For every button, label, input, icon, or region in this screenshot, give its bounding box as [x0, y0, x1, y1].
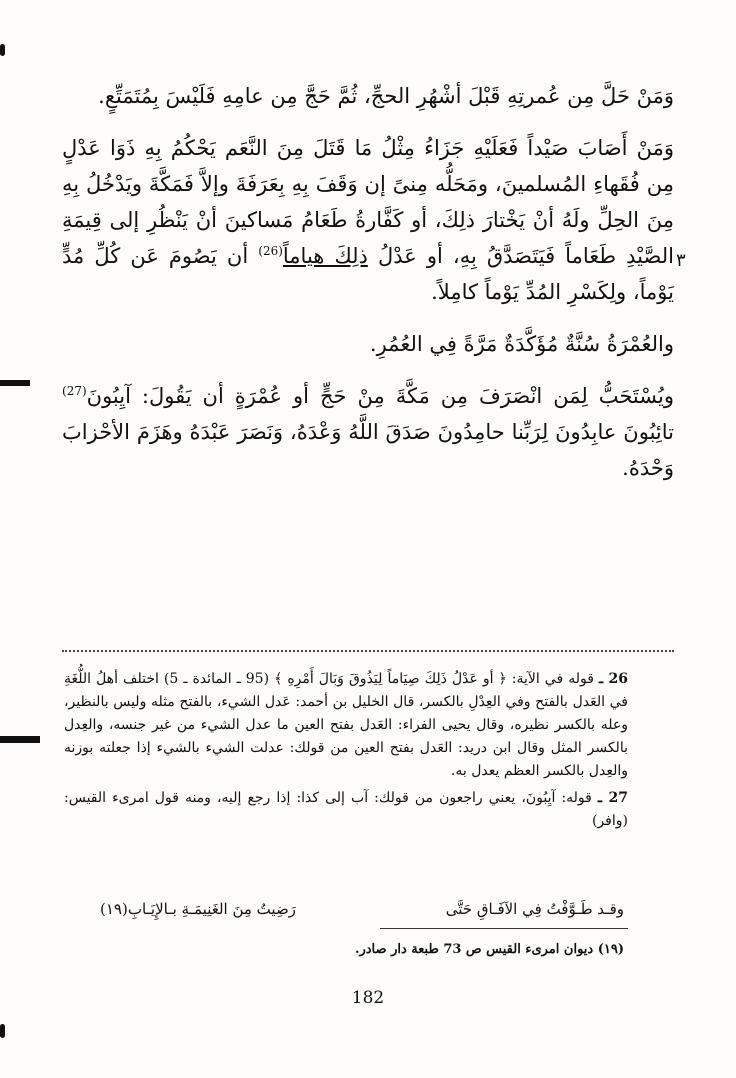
paragraph-2	[62, 130, 674, 310]
main-text	[62, 78, 674, 486]
paragraph-1-text: وَمَنْ حَلَّ مِن عُمرتِهِ قَبْلَ أشْهُرِ الحجِّ، ثُمَّ حَجَّ مِن عامِهِ فَلَيْسَ بِمُتَمَتِّعٍ.	[98, 84, 674, 108]
page-number: 182	[351, 988, 385, 1008]
note-26	[64, 668, 628, 783]
paragraph-2-text-b: أن يَصُومَ عَن كُلِّ مُدٍّ يَوْماً، ولِكَسْرِ المُدِّ يَوْماً كامِلاً.	[62, 244, 674, 304]
scan-mark-lower	[0, 736, 40, 743]
verse-second-hemistich: رَضِيتُ مِنَ الغَنِيمَـةِ بـالإِيَـابِ(١٩)	[100, 900, 296, 918]
note-27	[64, 787, 628, 833]
underlined-phrase: ذلِكَ هياماً	[282, 244, 368, 268]
scan-mark-top	[0, 44, 5, 56]
footnote-rule	[380, 928, 628, 929]
margin-annotation: ٣	[676, 250, 686, 271]
scan-mark-bottom	[0, 1024, 5, 1038]
footnote-19: (١٩) ديوان امرىء القيس ص 73 طبعة دار صادر.	[354, 942, 624, 957]
note-27-text: قوله: آيِبُونَ، يعني راجعون من قولك: آب إلى كذا: إذا رجع إليه، ومنه قول امرىء القيس: (وافر)	[64, 790, 628, 829]
note-27-number: 27 ـ	[597, 790, 628, 806]
paragraph-4-text-b: تائِبُونَ عابِدُونَ لِرَبِّنا حامِدُونَ صَدَقَ اللَّهُ وَعْدَهُ، وَنَصَرَ عَبْدَهُ وهَزَمَ الأحْزابَ وَحْدَهُ.	[62, 420, 674, 480]
note-26-text: قوله في الآية: ﴿ أو عَدْلُ ذَلِكَ صِيَاماً لِيَذُوقَ وَبَالَ أَمْرِهِ ﴾ (95 ـ المائدة ـ 5) اختلف أهلُ اللُّغَةِ في العَدل بالفتح وفي العِدْلِ بالكسر، قال الخليل بن أحمد: عَدل الشيء، بالفتح مثله وليس بالنظير، وعله بالكسر نظيره، وقال يحيى الفراء: العَدل بفتح العين ما عدل الشيء من غير جنسه، والعِدل بالكسر المثل وقال ابن دريد: العَدل بفتح العين من قولك: عدلت الشيء بالشيء إذا جعلته بوزنه والعِدل بالكسر العظم يعدل به.	[64, 671, 628, 779]
paragraph-3-text: والعُمْرَةُ سُنَّةٌ مُؤَكَّدَةٌ مَرَّةً فِي العُمُرِ.	[369, 332, 674, 356]
scan-mark-middle	[0, 380, 30, 386]
note-26-number: 26 ـ	[598, 671, 628, 687]
paragraph-1	[62, 78, 674, 114]
paragraph-2-text-a: وَمَنْ أَصَابَ صَيْداً فَعَلَيْهِ جَزَاءُ مِثْلُ مَا قَتَلَ مِنَ النَّعَم يَحْكُمُ بِهِ ذَوَا عَدْلٍ مِن فُقَهاءِ المُسلمينَ، ومَحَلُّه مِنىً إن وَقَفَ بِهِ بِعَرَفَةَ وإلاَّ فَمَكَّةَ ويَدْخُلُ بِهِ مِنَ الحِلِّ ولَهُ أنْ يَخْتارَ ذلِكَ، أو كَفَّارةُ طَعَامُ مَساكينَ أنْ يَنْظُرِ إلى قِيمَةِ الصَّيْدِ طَعَاماً فَيَتَصَدَّقُ بِهِ، أو عَدْلُ	[62, 136, 674, 268]
notes-separator	[62, 650, 674, 652]
verse-first-hemistich: وقـد طَـوَّفْتُ فِي الآفَـاقِ حَتَّى	[445, 900, 624, 918]
paragraph-4	[62, 378, 674, 486]
poetry-verse	[100, 900, 624, 918]
footnote-ref-26[interactable]: (26)	[258, 244, 283, 258]
notes-section	[64, 668, 628, 833]
paragraph-4-text-a: ويُسْتَحَبُّ لِمَن انْصَرَفَ مِن مَكَّةَ مِنْ حَجٍّ أو عُمْرَةٍ أن يَقُولَ: آيِبُونَ	[86, 384, 674, 408]
footnote-ref-27[interactable]: (27)	[62, 384, 87, 398]
paragraph-3	[62, 326, 674, 362]
